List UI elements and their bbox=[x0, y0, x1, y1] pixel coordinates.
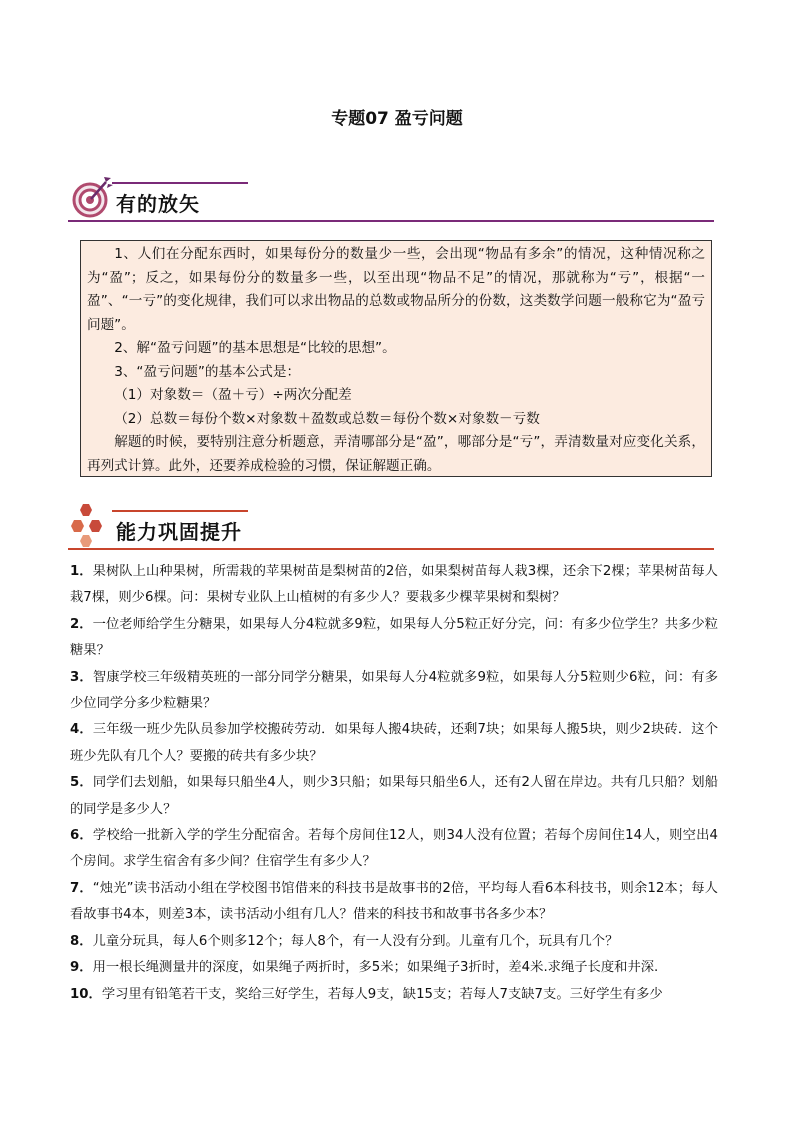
section-heading-objective bbox=[68, 172, 714, 222]
question-item bbox=[70, 982, 718, 1008]
question-number: 7． bbox=[70, 880, 93, 896]
key-points-box bbox=[80, 240, 712, 477]
question-item bbox=[70, 665, 718, 718]
question-text: 果树队上山种果树，所需栽的苹果树苗是梨树苗的2倍，如果梨树苗每人栽3棵，还余下2棵；苹果树苗每人栽7棵，则少6棵。问：果树专业队上山植树的有多少人？要栽多少棵苹果树和梨树？ bbox=[70, 564, 718, 606]
question-number: 2． bbox=[70, 616, 93, 632]
question-text: 一位老师给学生分糖果，如果每人分4粒就多9粒，如果每人分5粒正好分完，问：有多少位学生？共多少粒糖果？ bbox=[70, 616, 718, 659]
question-text: “烛光”读书活动小组在学校图书馆借来的科技书是故事书的2倍，平均每人看6本科技书，则余12本；每人看故事书4本，则差3本，读书活动小组有几人？借来的科技书和故事书各多少本？ bbox=[70, 880, 718, 923]
question-item bbox=[70, 929, 718, 955]
question-item bbox=[70, 612, 718, 665]
question-number: 10． bbox=[70, 986, 102, 1002]
question-number: 6． bbox=[70, 828, 93, 844]
heading-bottom-rule bbox=[68, 220, 714, 222]
section-title: 能力巩固提升 bbox=[116, 520, 242, 544]
question-item bbox=[70, 955, 718, 981]
question-item bbox=[70, 823, 718, 876]
question-item bbox=[70, 559, 718, 612]
question-item bbox=[70, 717, 718, 770]
question-number: 1． bbox=[70, 564, 93, 579]
question-text: 学习里有铅笔若干支，奖给三好学生，若每人9支，缺15支；若每人7支缺7支。三好学生有多少 bbox=[101, 986, 663, 1002]
heading-bottom-rule bbox=[68, 548, 714, 550]
question-text: 用一根长绳测量井的深度，如果绳子两折时，多5米；如果绳子3折时，差4米.求绳子长度和井深. bbox=[92, 960, 659, 976]
heading-top-rule bbox=[112, 182, 248, 184]
formula-2: （2）总数＝每份个数×对象数＋盈数或总数＝每份个数×对象数－亏数 bbox=[114, 410, 540, 427]
key-point-1: 1、人们在分配东西时，如果每份分的数量少一些，会出现“物品有多余”的情况，这种情况称之为“盈”；反之，如果每份分的数量多一些，以至出现“物品不足”的情况，那就称为“亏”，根据“一盈”、“一亏”的变化规律，我们可以求出物品的总数或物品所分的份数，这类数学问题一般称它为“盈亏问题”。 bbox=[87, 246, 705, 333]
question-number: 4． bbox=[70, 722, 93, 738]
question-item bbox=[70, 770, 718, 823]
question-text: 儿童分玩具，每人6个则多12个；每人8个，有一人没有分到。儿童有几个，玩具有几个？ bbox=[92, 933, 619, 949]
heading-top-rule bbox=[112, 510, 248, 512]
target-icon bbox=[68, 172, 114, 220]
question-number: 8． bbox=[70, 933, 93, 949]
question-item bbox=[70, 876, 718, 929]
question-number: 3． bbox=[70, 669, 93, 685]
question-text: 三年级一班少先队员参加学校搬砖劳动．如果每人搬4块砖，还剩7块；如果每人搬5块，则少2块砖．这个班少先队有几个人？要搬的砖共有多少块？ bbox=[70, 722, 718, 764]
key-point-4: 解题的时候，要特别注意分析题意，弄清哪部分是“盈”，哪部分是“亏”，弄清数量对应变化关系，再列式计算。此外，还要养成检验的习惯，保证解题正确。 bbox=[87, 434, 705, 474]
question-number: 5． bbox=[70, 775, 93, 791]
question-text: 智康学校三年级精英班的一部分同学分糖果，如果每人分4粒就多9粒，如果每人分5粒则少6粒，问：有多少位同学分多少粒糖果？ bbox=[70, 669, 718, 712]
question-number: 9． bbox=[70, 960, 93, 976]
key-point-2: 2、解“盈亏问题”的基本思想是“比较的思想”。 bbox=[114, 340, 396, 356]
question-text: 同学们去划船，如果每只船坐4人，则少3只船；如果每只船坐6人，还有2人留在岸边。共有几只船？划船的同学是多少人？ bbox=[70, 775, 718, 817]
page-title: 专题07 盈亏问题 bbox=[331, 109, 463, 129]
section-heading-practice bbox=[68, 500, 714, 550]
hexagon-cluster-icon bbox=[68, 500, 114, 550]
formula-1: （1）对象数＝（盈＋亏）÷两次分配差 bbox=[114, 387, 352, 403]
section-title: 有的放矢 bbox=[116, 192, 200, 216]
key-point-3: 3、“盈亏问题”的基本公式是： bbox=[114, 363, 301, 380]
question-text: 学校给一批新入学的学生分配宿舍。若每个房间住12人，则34人没有位置；若每个房间住14人，则空出4个房间。求学生宿舍有多少间？住宿学生有多少人？ bbox=[70, 828, 718, 870]
question-list bbox=[70, 559, 718, 1008]
